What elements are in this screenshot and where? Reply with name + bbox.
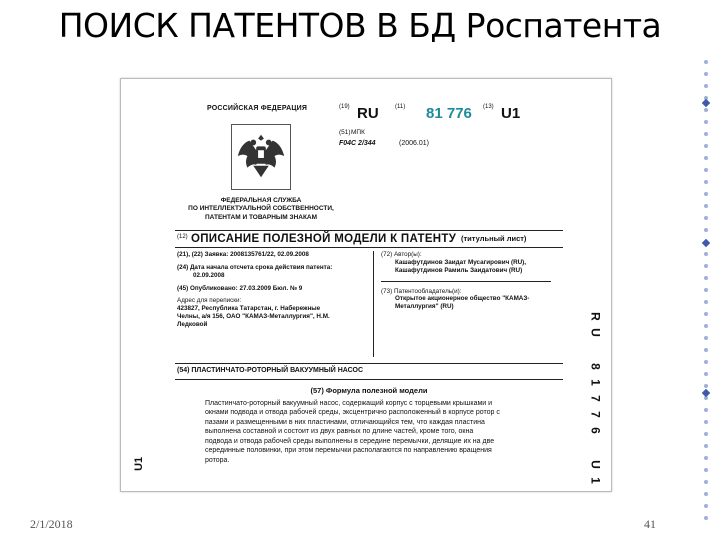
decorative-diamond (702, 99, 710, 107)
slide-page-number: 41 (644, 517, 656, 531)
ipc-class: F04C 2/344 (339, 140, 376, 147)
patent-kind: U1 (501, 105, 521, 122)
decorative-dot (704, 480, 708, 484)
owner-line: Металлургия" (RU) (395, 303, 454, 311)
agency-line: ФЕДЕРАЛЬНАЯ СЛУЖБА (220, 197, 302, 204)
agency-line: ПО ИНТЕЛЛЕКТУАЛЬНОЙ СОБСТВЕННОСТИ, (188, 205, 334, 213)
decorative-dot (704, 504, 708, 508)
code-11: (11) (395, 104, 406, 110)
decorative-dot (704, 60, 708, 64)
owner-label: (73) Патентообладатель(и): (381, 287, 462, 295)
decorative-dot (704, 408, 708, 412)
decorative-diamond (702, 239, 710, 247)
decorative-dot (704, 372, 708, 376)
document-title: ОПИСАНИЕ ПОЛЕЗНОЙ МОДЕЛИ К ПАТЕНТУ (191, 233, 457, 245)
decorative-dot (704, 324, 708, 328)
divider (175, 230, 563, 231)
side-code-char: 7 (588, 411, 603, 418)
side-code-char: 1 (588, 379, 603, 386)
decorative-dot (704, 180, 708, 184)
decorative-dot (704, 216, 708, 220)
code-12: (12) (177, 234, 188, 240)
mpk-label: МПК (351, 129, 365, 136)
decorative-dot (704, 360, 708, 364)
address-line: Челны, а/я 156, ОАО "КАМАЗ-Металлургия", Н.М. (177, 313, 330, 321)
decorative-dot (704, 348, 708, 352)
decorative-dot (704, 276, 708, 280)
start-date-label: (24) Дата начала отсчета срока действия патента: (177, 263, 333, 271)
published-info: (45) Опубликовано: 27.03.2009 Бюл. № 9 (177, 284, 303, 292)
agency-line: ПАТЕНТАМ И ТОВАРНЫМ ЗНАКАМ (204, 213, 318, 221)
address-line: 423827, Республика Татарстан, г. Набережные (177, 305, 321, 313)
slide-title: ПОИСК ПАТЕНТОВ В БД Роспатента (58, 6, 662, 45)
ipc-date: (2006.01) (399, 140, 429, 147)
start-date: 02.09.2008 (193, 271, 225, 279)
claim-line: подвода и отвода рабочей среды выполнены в середине перемычки, делящие их на две (205, 437, 495, 445)
decorative-dot (704, 336, 708, 340)
author: Кашафутдинов Рамиль Заидатович (RU) (395, 266, 523, 274)
decorative-dot (704, 144, 708, 148)
decorative-dot (704, 108, 708, 112)
decorative-dot (704, 300, 708, 304)
decorative-border (700, 60, 714, 530)
decorative-dot (704, 420, 708, 424)
decorative-dot (704, 228, 708, 232)
column-divider (373, 251, 374, 357)
decorative-dot (704, 252, 708, 256)
code-13: (13) (483, 104, 494, 110)
divider (175, 379, 563, 380)
divider (175, 363, 563, 364)
bibliographic-right (381, 251, 561, 315)
decorative-dot (704, 168, 708, 172)
decorative-dot (704, 264, 708, 268)
decorative-diamond (702, 389, 710, 397)
author: Кашафутдинов Заидат Мусагирович (RU), (395, 258, 527, 266)
formula-title: (57) Формула полезной модели (310, 386, 428, 395)
claim-line: окнами подвода и отвода рабочей среды, эксцентрично расположенный в корпусе ротор с (205, 409, 500, 417)
address-label: Адрес для переписки: (177, 297, 242, 305)
patent-document (120, 78, 612, 492)
side-code-char: U (588, 460, 603, 469)
authors-block (381, 251, 561, 275)
claim-line: Пластинчато-роторный вакуумный насос, содержащий корпус с торцевыми крышками и (205, 400, 493, 407)
decorative-dot (704, 468, 708, 472)
decorative-dot (704, 312, 708, 316)
divider (381, 281, 551, 282)
utility-model-name: (54) ПЛАСТИНЧАТО-РОТОРНЫЙ ВАКУУМНЫЙ НАСОС (177, 367, 364, 374)
decorative-dot (704, 456, 708, 460)
side-code-char: U (588, 328, 603, 337)
side-code-char: 6 (588, 427, 603, 434)
decorative-dot (704, 192, 708, 196)
decorative-dot (704, 120, 708, 124)
divider (175, 247, 563, 248)
side-code-char: 1 (588, 477, 603, 484)
claim-line: выполнена составной и состоит из двух равных по длине частей, кроме того, окна (205, 428, 474, 436)
owner-block (381, 288, 561, 312)
code-19: (19) (339, 104, 350, 110)
decorative-dot (704, 384, 708, 388)
slide-date: 2/1/2018 (30, 517, 73, 531)
decorative-dot (704, 516, 708, 520)
decorative-dot (704, 156, 708, 160)
agency-name (171, 197, 351, 222)
decorative-dot (704, 72, 708, 76)
decorative-dot (704, 204, 708, 208)
address-line: Ледковой (177, 321, 208, 329)
authors-label: (72) Автор(ы): (381, 251, 422, 258)
side-code-char: R (588, 312, 603, 321)
side-code-char: 7 (588, 395, 603, 402)
address-block (177, 297, 373, 328)
owner-line: Открытое акционерное общество "КАМАЗ- (395, 295, 530, 303)
claim-line: ротора. (205, 456, 230, 464)
side-code-left: U1 (133, 456, 146, 471)
decorative-dot (704, 132, 708, 136)
country-name: РОССИЙСКАЯ ФЕДЕРАЦИЯ (207, 105, 308, 112)
document-subtitle: (титульный лист) (461, 234, 527, 243)
side-code-char: 8 (588, 363, 603, 370)
code-51: (51) (339, 129, 351, 136)
decorative-dot (704, 288, 708, 292)
claim-text (205, 399, 563, 465)
decorative-dot (704, 444, 708, 448)
start-date-info (177, 264, 373, 280)
claim-line: пазами и размещенными в них пластинами, отличающийся тем, что каждая пластина (205, 418, 485, 426)
application-info: (21), (22) Заявка: 2008135761/22, 02.09.2008 (177, 251, 309, 258)
decorative-dot (704, 432, 708, 436)
bibliographic-left (177, 251, 373, 334)
coat-of-arms-emblem (231, 124, 291, 190)
claim-line: серединные половинки, при этом перемычки располагаются по направлению вращения (205, 447, 492, 455)
decorative-dot (704, 492, 708, 496)
country-code: RU (357, 105, 379, 122)
patent-number: 81 776 (426, 105, 472, 122)
decorative-dot (704, 84, 708, 88)
